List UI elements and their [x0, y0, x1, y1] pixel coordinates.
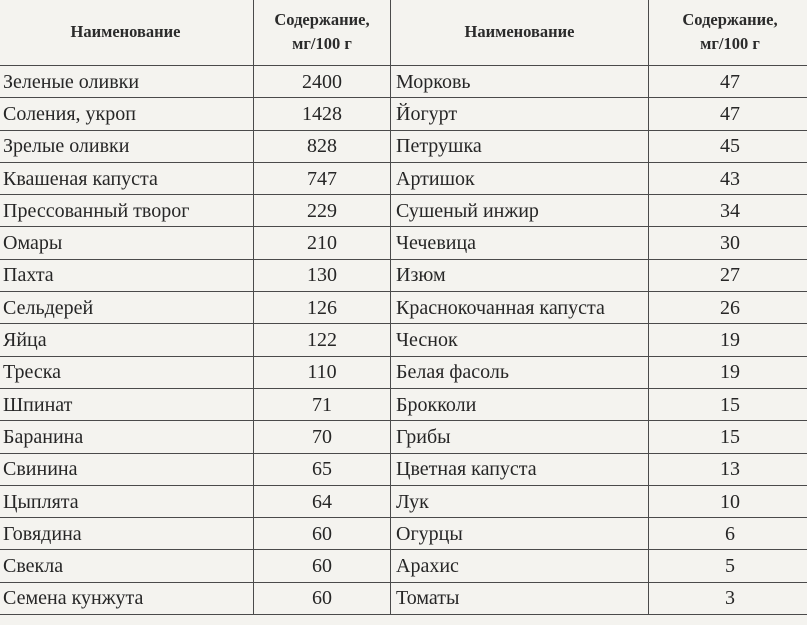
right-food-name: Арахис	[391, 550, 649, 582]
right-name-header: Наименование	[391, 0, 649, 66]
table-row	[0, 292, 807, 324]
left-food-name: Зеленые оливки	[0, 66, 254, 98]
right-food-value: 19	[649, 324, 807, 356]
left-food-value: 64	[254, 485, 391, 517]
left-food-value: 60	[254, 550, 391, 582]
left-food-value: 110	[254, 356, 391, 388]
table-row	[0, 582, 807, 614]
table-row	[0, 356, 807, 388]
right-food-name: Артишок	[391, 162, 649, 194]
left-content-header-line2: мг/100 г	[292, 34, 352, 53]
right-food-value: 15	[649, 421, 807, 453]
left-food-name: Сельдерей	[0, 292, 254, 324]
table-row	[0, 453, 807, 485]
right-food-value: 47	[649, 66, 807, 98]
right-food-name: Лук	[391, 485, 649, 517]
right-food-value: 15	[649, 388, 807, 420]
table-row	[0, 130, 807, 162]
right-food-name: Томаты	[391, 582, 649, 614]
left-food-name: Треска	[0, 356, 254, 388]
table-row	[0, 227, 807, 259]
table-row	[0, 66, 807, 98]
left-food-value: 210	[254, 227, 391, 259]
header-row	[0, 0, 807, 66]
left-food-value: 71	[254, 388, 391, 420]
right-food-name: Краснокочанная капуста	[391, 292, 649, 324]
right-food-name: Чеснок	[391, 324, 649, 356]
right-food-value: 13	[649, 453, 807, 485]
left-food-name: Прессованный творог	[0, 195, 254, 227]
right-content-header-line1: Содержание,	[682, 10, 778, 30]
right-food-value: 5	[649, 550, 807, 582]
left-food-value: 747	[254, 162, 391, 194]
table-body	[0, 66, 807, 615]
left-content-header-line1: Содержание,	[274, 10, 370, 30]
left-food-name: Омары	[0, 227, 254, 259]
right-food-value: 30	[649, 227, 807, 259]
left-food-name: Квашеная капуста	[0, 162, 254, 194]
right-food-value: 3	[649, 582, 807, 614]
right-food-name: Изюм	[391, 259, 649, 291]
left-food-value: 60	[254, 582, 391, 614]
table-row	[0, 518, 807, 550]
right-food-name: Цветная капуста	[391, 453, 649, 485]
right-content-header-line2: мг/100 г	[700, 34, 760, 53]
table-row	[0, 388, 807, 420]
right-food-value: 27	[649, 259, 807, 291]
left-food-name: Зрелые оливки	[0, 130, 254, 162]
right-food-value: 34	[649, 195, 807, 227]
right-food-name: Огурцы	[391, 518, 649, 550]
left-food-value: 229	[254, 195, 391, 227]
left-food-value: 130	[254, 259, 391, 291]
left-name-header: Наименование	[0, 0, 254, 66]
right-food-name: Чечевица	[391, 227, 649, 259]
right-food-value: 10	[649, 485, 807, 517]
left-food-name: Пахта	[0, 259, 254, 291]
table-row	[0, 550, 807, 582]
table-row	[0, 324, 807, 356]
left-food-name: Соления, укроп	[0, 98, 254, 130]
table-row	[0, 421, 807, 453]
left-food-value: 126	[254, 292, 391, 324]
table-row	[0, 259, 807, 291]
right-food-value: 26	[649, 292, 807, 324]
left-content-header	[254, 0, 391, 66]
right-food-name: Брокколи	[391, 388, 649, 420]
right-food-value: 6	[649, 518, 807, 550]
right-food-name: Йогурт	[391, 98, 649, 130]
right-food-value: 43	[649, 162, 807, 194]
left-food-name: Говядина	[0, 518, 254, 550]
left-food-name: Цыплята	[0, 485, 254, 517]
right-food-value: 47	[649, 98, 807, 130]
left-food-name: Баранина	[0, 421, 254, 453]
right-content-header	[649, 0, 807, 66]
left-food-name: Свинина	[0, 453, 254, 485]
right-food-name: Грибы	[391, 421, 649, 453]
left-food-value: 60	[254, 518, 391, 550]
right-food-value: 45	[649, 130, 807, 162]
left-food-value: 70	[254, 421, 391, 453]
left-food-name: Свекла	[0, 550, 254, 582]
left-food-value: 1428	[254, 98, 391, 130]
left-food-value: 2400	[254, 66, 391, 98]
table-row	[0, 485, 807, 517]
right-food-name: Белая фасоль	[391, 356, 649, 388]
table-row	[0, 195, 807, 227]
left-food-name: Яйца	[0, 324, 254, 356]
left-food-value: 122	[254, 324, 391, 356]
table-row	[0, 98, 807, 130]
right-food-name: Сушеный инжир	[391, 195, 649, 227]
left-food-value: 65	[254, 453, 391, 485]
left-food-name: Семена кунжута	[0, 582, 254, 614]
left-food-name: Шпинат	[0, 388, 254, 420]
right-food-value: 19	[649, 356, 807, 388]
table-row	[0, 162, 807, 194]
left-food-value: 828	[254, 130, 391, 162]
right-food-name: Петрушка	[391, 130, 649, 162]
right-food-name: Морковь	[391, 66, 649, 98]
